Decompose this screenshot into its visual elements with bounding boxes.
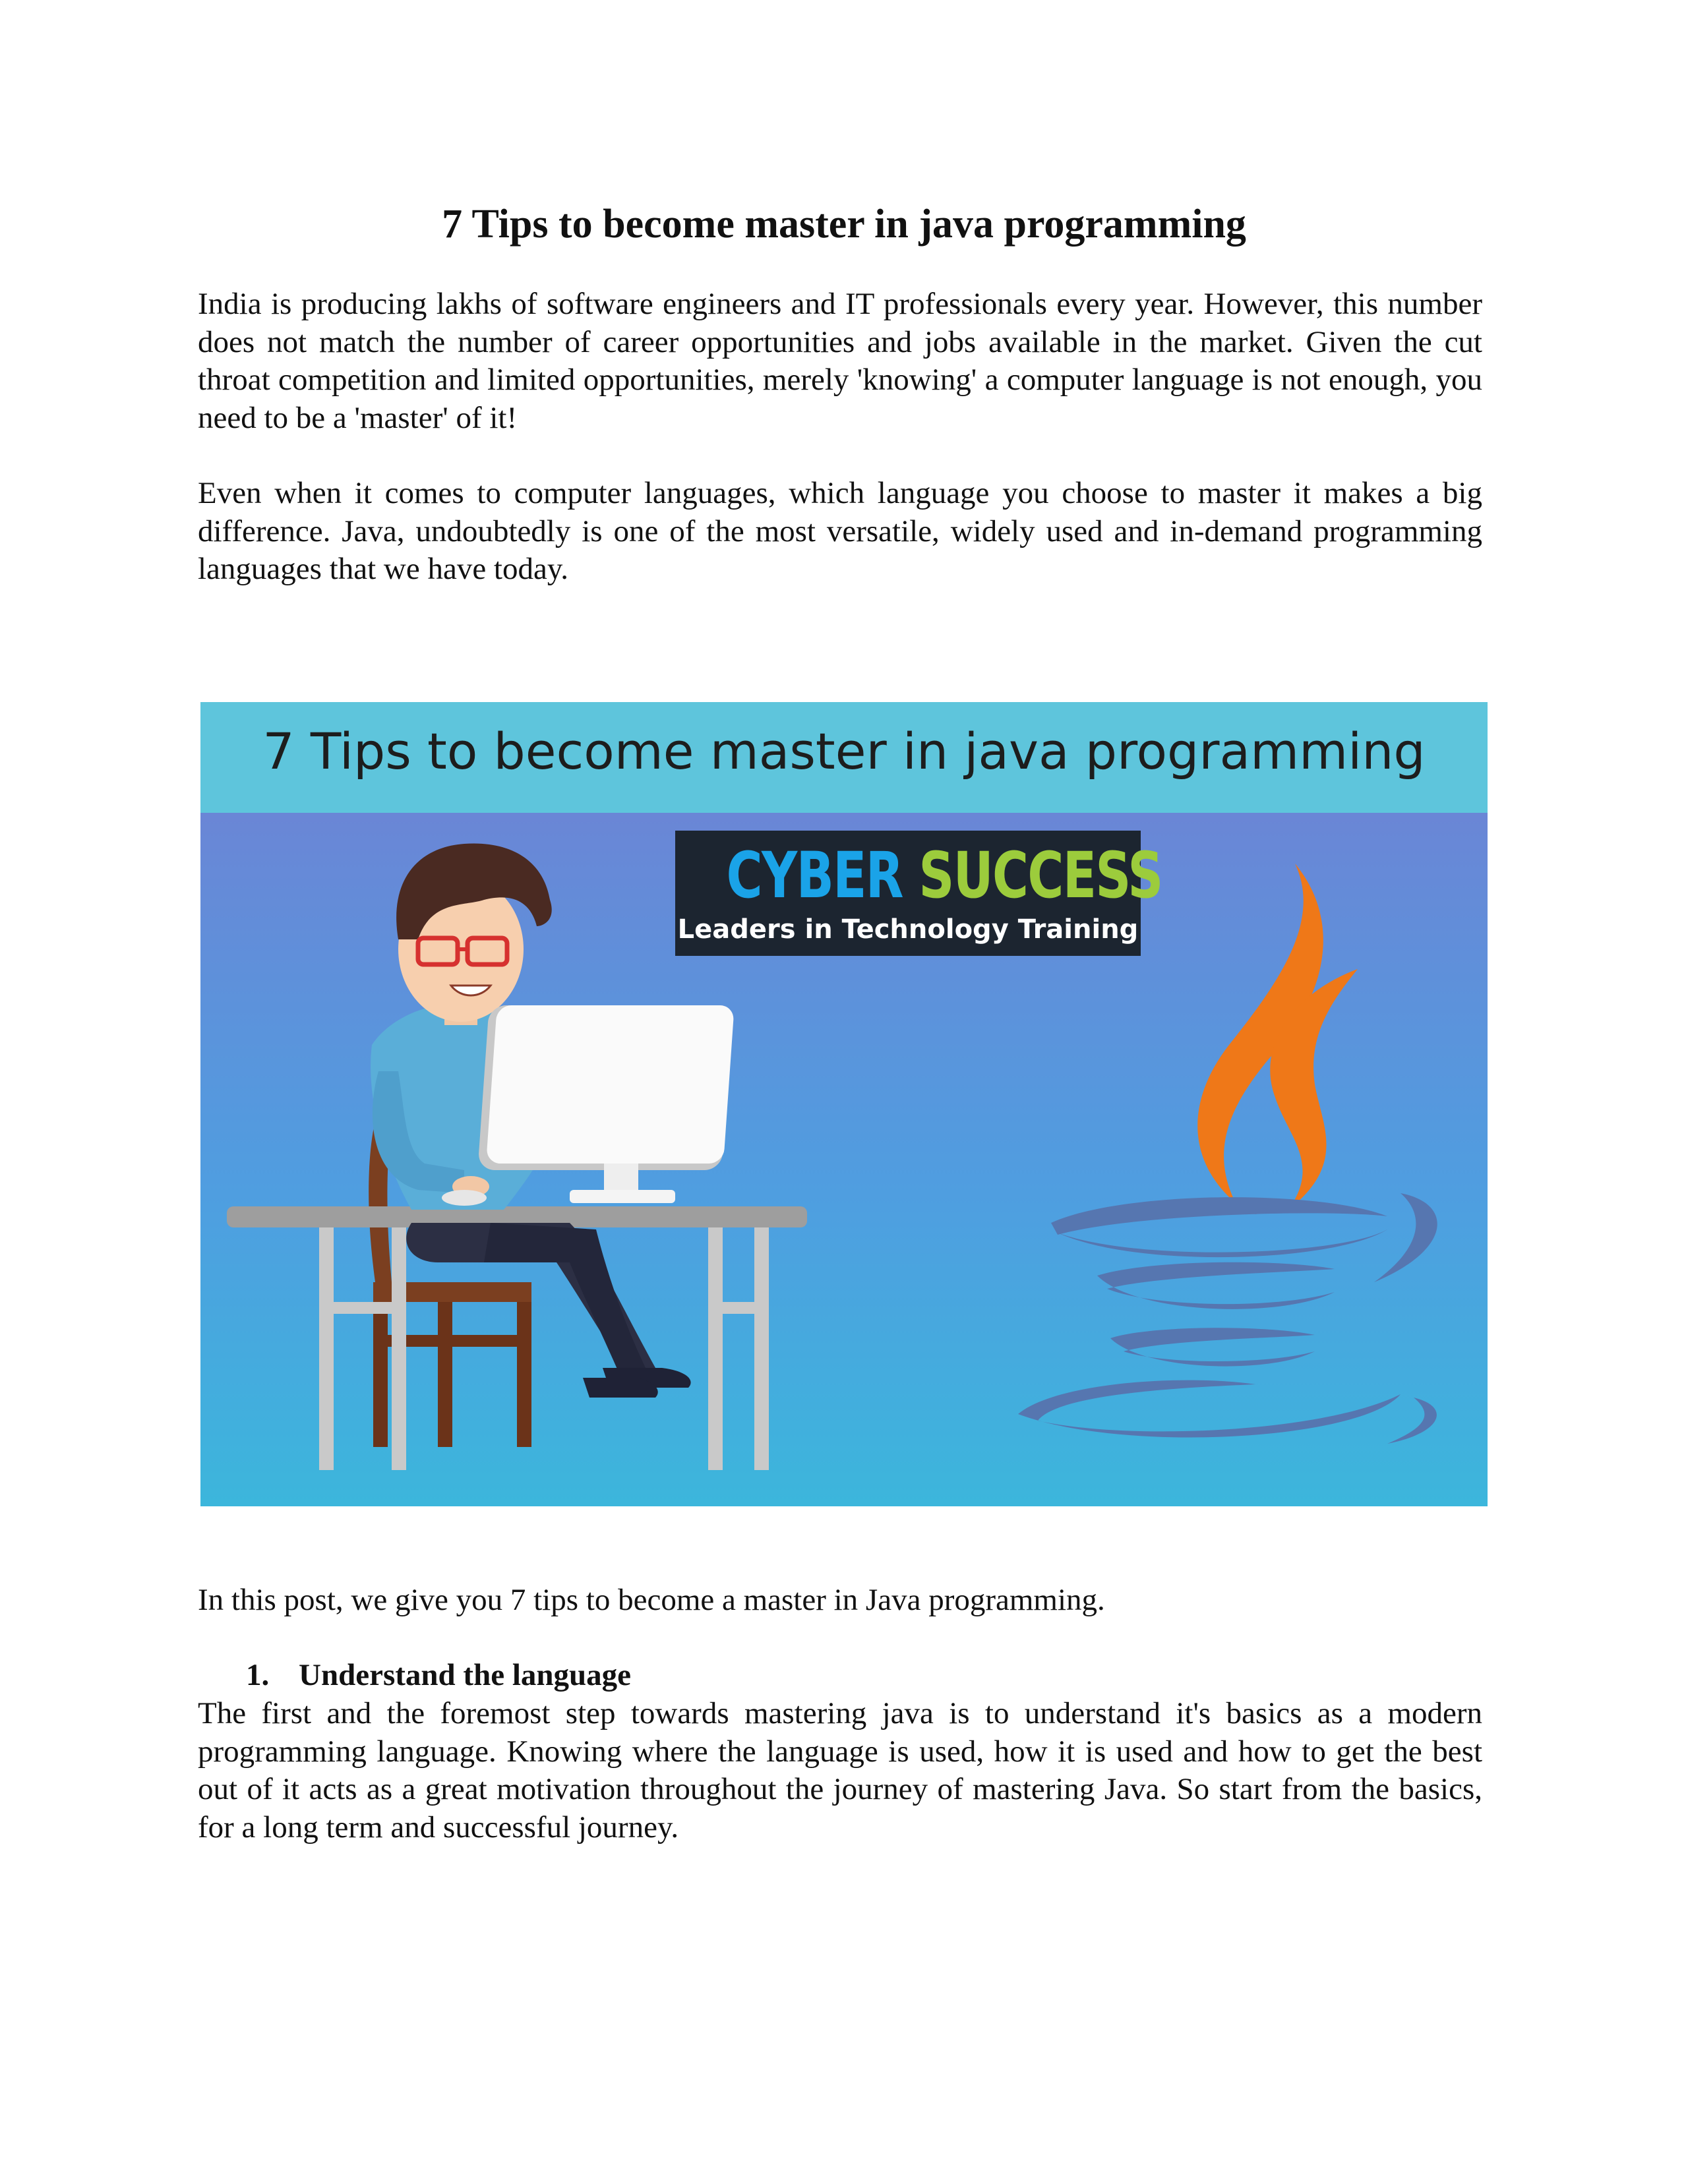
brand-name — [726, 837, 1162, 914]
banner-title: 7 Tips to become master in java programming — [262, 722, 1426, 781]
tip-1-body: The first and the foremost step towards mastering java is to understand it's basics as a modern programming language. Knowing where the language is used, how it is used and how to get the best out of it acts as a great motivation throughout the journey of mastering Java. So start from the basics, for a long term and successful journey. — [198, 1696, 1482, 1845]
brand-word-success: SUCCESS — [919, 839, 1162, 912]
intro-paragraph-1: India is producing lakhs of software engineers and IT professionals every year. However, this number does not match the number of career opportunities and jobs available in the market. Given the cut throat competition and limited opportunities, merely 'knowing' a computer language is not enough, you need to be a 'master' of it! — [198, 287, 1482, 435]
cyber-success-logo — [675, 831, 1162, 956]
banner-image — [200, 702, 1488, 1506]
brand-word-cyber: CYBER — [726, 839, 903, 912]
tip-1-heading — [246, 1657, 631, 1695]
brand-tagline: Leaders in Technology Training — [677, 914, 1139, 945]
tip-1-heading-text: Understand the language — [299, 1658, 632, 1692]
post-intro-paragraph: In this post, we give you 7 tips to become a master in Java programming. — [198, 1583, 1105, 1617]
intro-paragraph-2: Even when it comes to computer languages, which language you choose to master it makes a big difference. Java, undoubtedly is one of the most versatile, widely used and in-demand programming languages that we have today. — [198, 476, 1482, 586]
document-title: 7 Tips to become master in java programming — [442, 202, 1246, 247]
tip-1-number: 1. — [246, 1658, 270, 1692]
